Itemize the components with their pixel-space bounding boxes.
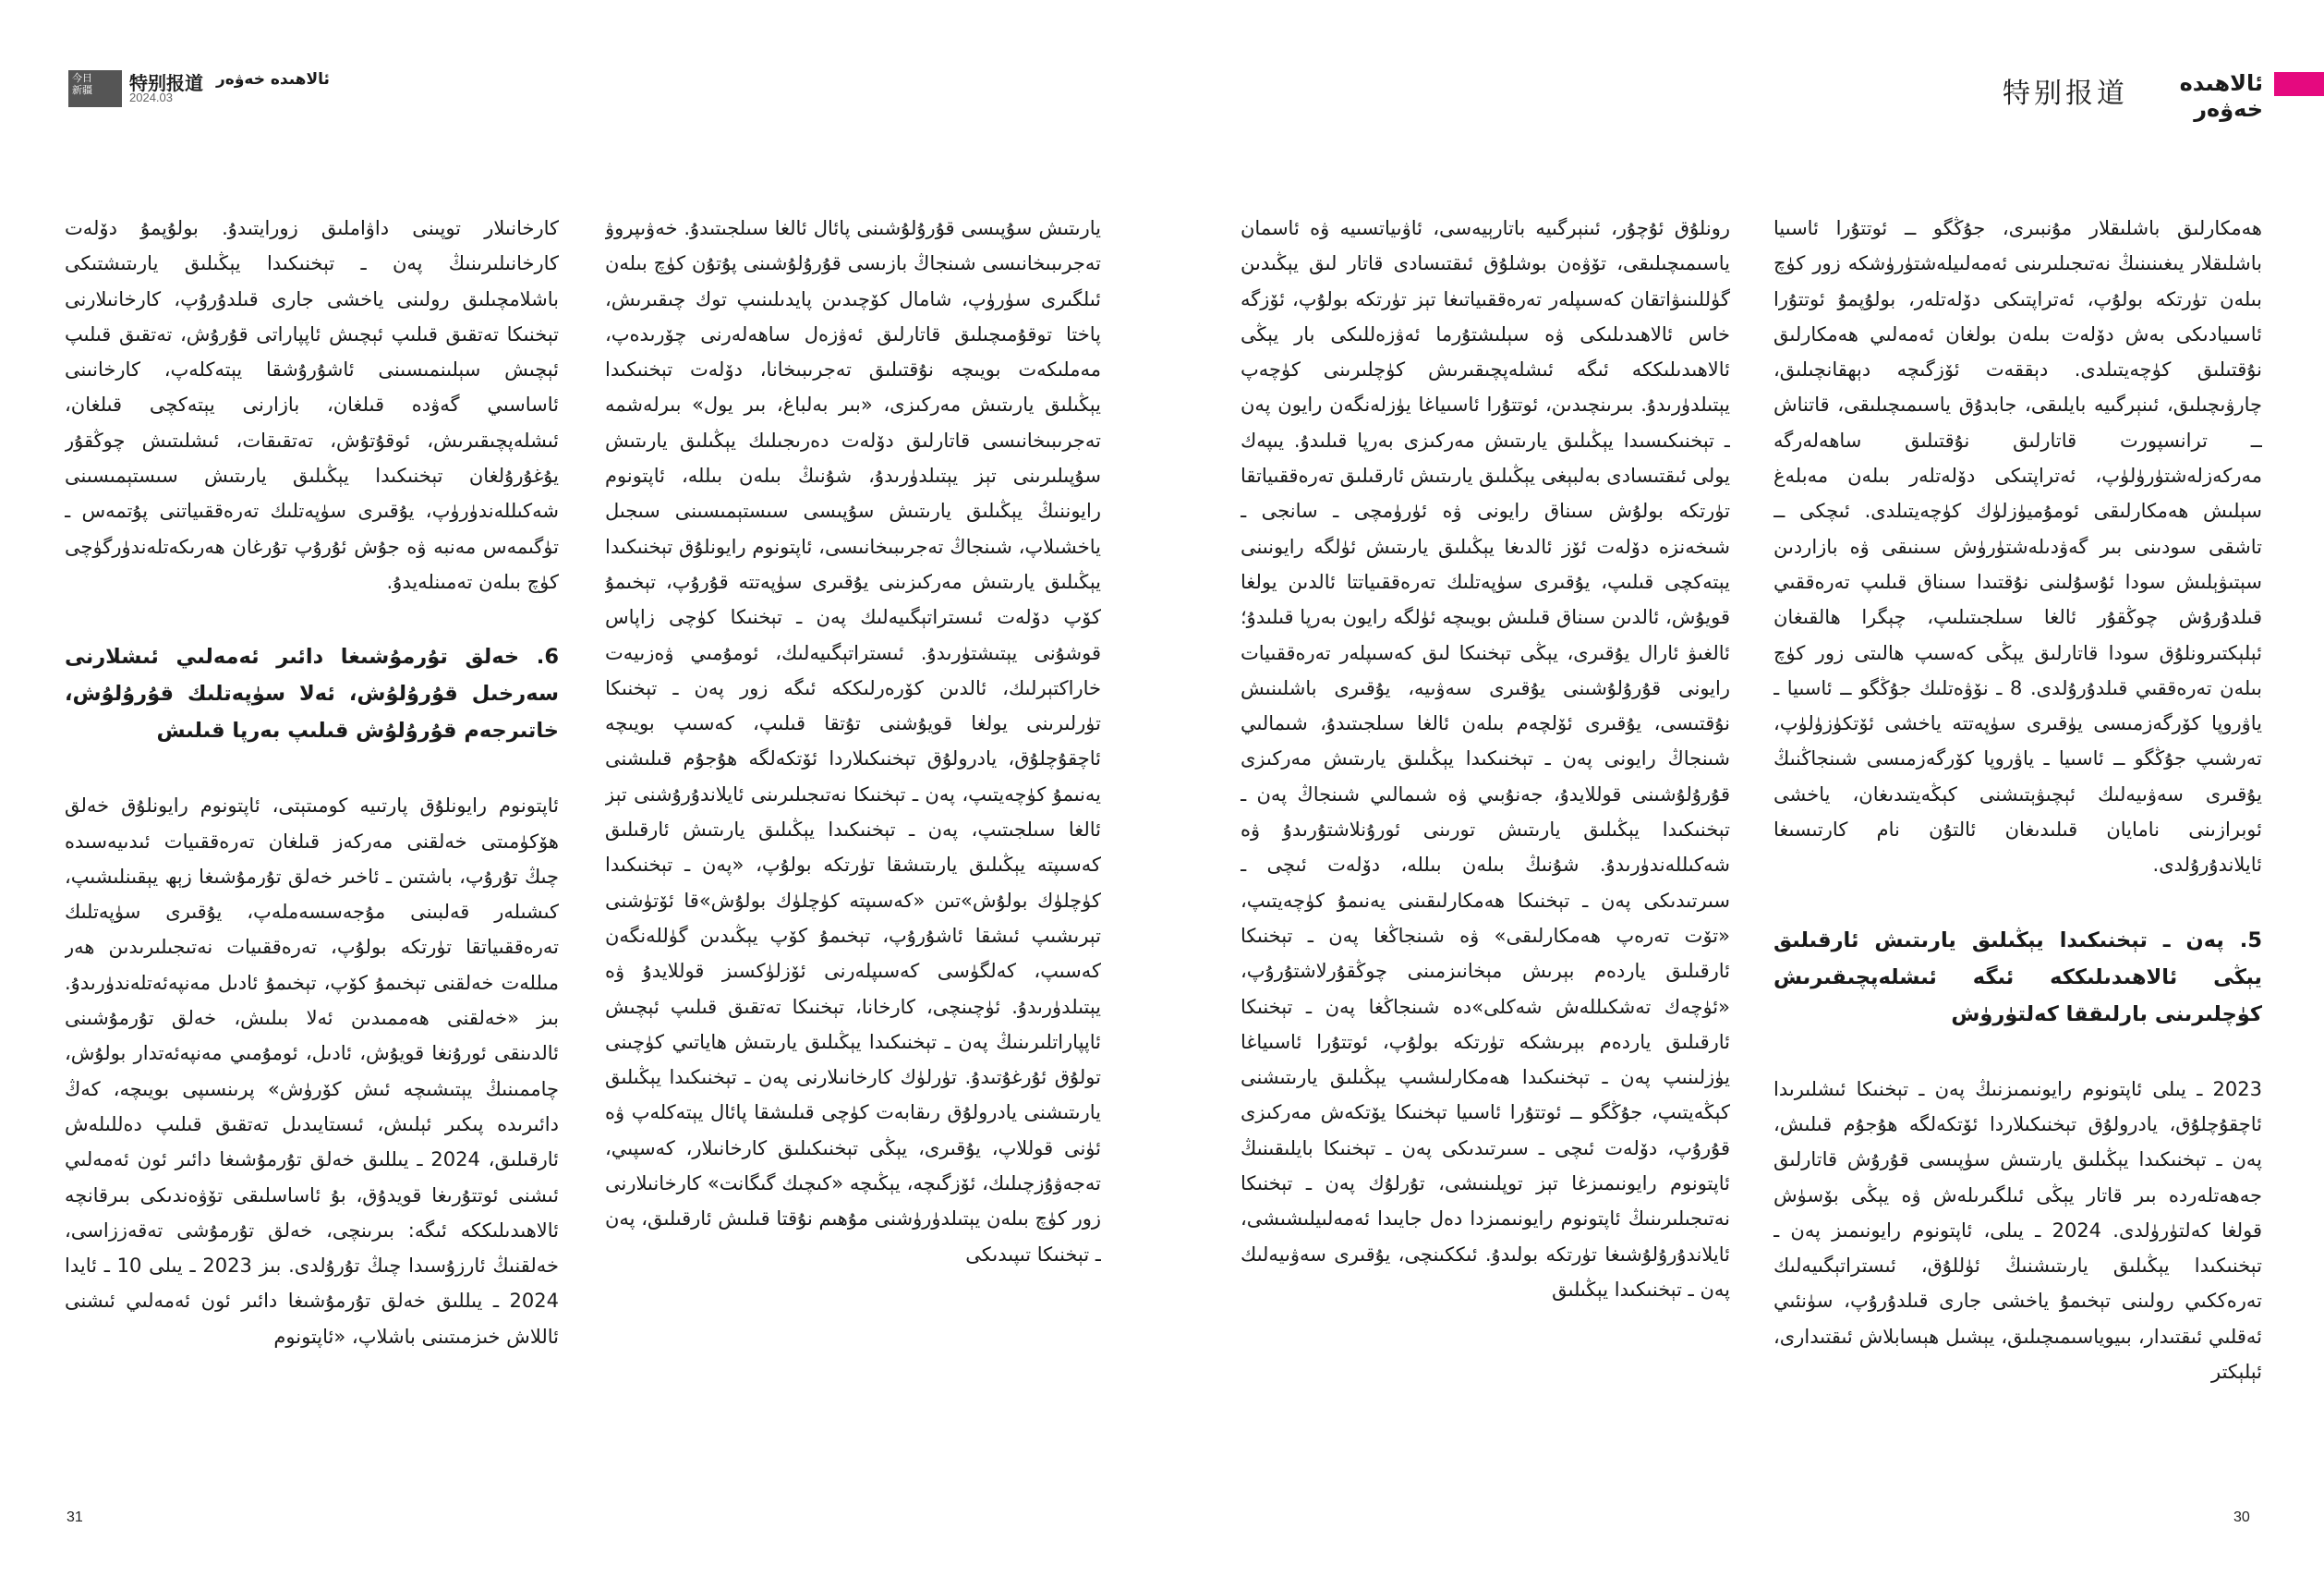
- text-column-3: [1241, 211, 1730, 1504]
- text-column-1: [65, 211, 559, 1504]
- special-report-label-left: 特别报道: [129, 72, 203, 94]
- paragraph: كارخانىلار توپىنى داۋاملىق زورايتىدۇ. بولۇپمۇ دۆلەت كارخانىلىرىنىڭ پەن ـ تېخنىكىدا يېڭىلىق يارىتىشتىكى باشلامچىلىق رولىنى ياخشى جارى قىلدۇرۇپ، كارخانىلارنى تېخنىكا تەتقىق قىلىپ ئېچىش ئاپپاراتى قۇرۇش، تەتقىق قىلىپ ئېچىش سېلىنمىسىنى ئاشۇرۇشقا يېتەكلەپ، كارخانىنى ئاساسىي گەۋدە قىلغان، بازارنى يېتەكچى قىلغان، ئىشلەپچىقىرىش، ئوقۇتۇش، تەتقىقات، ئىشلىتىش چوڭقۇر يۇغۇرۇلغان تېخنىكىدا يېڭىلىق يارىتىش سىستېمىسىنى شەكىللەندۈرۈپ، يۇقىرى سۈپەتلىك تەرەققىياتنى پۇتمەس ـ تۈگىمەس مەنبە ۋە جۇش ئۇرۇپ تۇرغان ھەرىكەتلەندۈرگۈچى كۈچ بىلەن تەمىنلەيدۇ.: [65, 217, 559, 593]
- paragraph: يارىتىش سۇپىسى قۇرۇلۇشىنى پائال ئالغا سىلجىتىدۇ. خەۋىپروۋ تەجرىبىخانىسى شىنجاڭ بازىسى قۇرۇلۇشىنى پۇتۇن كۈچ بىلەن ئىلگىرى سۈرۈپ، شامال كۆچىدىن پايدىلىنىپ توك چىقىرىش، پاختا توقۇمىچىلىق قاتارلىق ئەۋزەل ساھەلەرنى چۆرىدەپ، مەملىكەت بويىچە نۇقتىلىق تەجرىبىخانا، دۆلەت تېخنىكىدا يېڭىلىق يارىتىش مەركىزى، «بىر بەلباغ، بىر يول» بىرلەشمە تەجرىبىخانىسى قاتارلىق دۆلەت دەرىجىلىك يېڭىلىق يارىتىش سۇپىلىرىنى تېز يېتىلدۈرىدۇ، شۇنىڭ بىلەن بىللە، ئاپتونوم رايوننىڭ يېڭىلىق يارىتىش سۇپىسى سىستېمىسىنى سىجىل ياخشىلاپ، شىنجاڭ تەجرىبىخانىسى، ئاپتونوم رايونلۇق تېخنىكىدا يېڭىلىق يارىتىش مەركىزىنى يۇقىرى سۈپەتتە قۇرۇپ، تېخىمۇ كۆپ دۆلەت ئىستراتېگىيەلىك پەن ـ تېخنىكا كۈچى زاپاس قوشۇنى يېتىشتۈرىدۇ. ئىستراتېگىيەلىك، ئومۇمىي ۋەزىيەت خاراكتېرلىك، ئالدىن كۆرەرلىككە ئىگە زور پەن ـ تېخنىكا تۈرلىرىنى يولغا قويۇشنى تۇتقا قىلىپ، كەسىپ بويىچە ئاچقۇچلۇق، يادرولۇق تېخنىكىلاردا ئۆتكەلگە ھۇجۇم قىلىشنى يەنىمۇ كۈچەيتىپ، پەن ـ تېخنىكا نەتىجىلىرىنى ئايلاندۇرۇشنى تېز ئالغا سىلجىتىپ، پەن ـ تېخنىكىدا يېڭىلىق يارىتىش ئارقىلىق كەسىپتە يېڭىلىق يارىتىشقا تۈرتكە بولۇپ، «پەن ـ تېخنىكىدا كۈچلۈك بولۇش»تىن «كەسىپتە كۈچلۈك بولۇش»قا ئۆتۈشنى تېرىشىپ ئىشقا ئاشۇرۇپ، تېخىمۇ كۆپ يېڭىدىن گۈللەنگەن كەسىپ، كەلگۈسى كەسىپلەرنى ئۆزلۈكسىز قوللايدۇ ۋە يېتىلدۈرىدۇ. ئۈچىنچى، كارخانا، تېخنىكا تەتقىق قىلىپ ئېچىش ئاپپاراتلىرىنىڭ پەن ـ تېخنىكىدا يېڭىلىق يارىتىش ھاياتىي كۈچىنى تولۇق ئۇرغۇتىدۇ. تۈرلۈك كارخانىلارنى پەن ـ تېخنىكىدا يېڭىلىق يارىتىشنى يادرولۇق رىقابەت كۈچى قىلىشقا پائال يېتەكلەپ ۋە ئۈنى قوللاپ، يۇقىرى، يېڭى تېخنىكىلىق كارخانىلار، كەسپىي، تەجەۋۇزچىلىك، ئۆزگىچە، يېڭىچە «كىچىك گىگانت» كارخانىلارنى زور كۈچ بىلەن يېتىلدۈرۈشنى مۇھىم نۇقتا قىلىش ئارقىلىق، پەن ـ تېخنىكا تىپىدىكى: [605, 217, 1101, 1266]
- section-heading-5: 5. پەن ـ تېخنىكىدا يېڭىلىق يارىتىش ئارقىلىق يېڭى ئالاھىدىلىككە ئىگە ئىشلەپچىقىرىش كۈچلىرىنى بارلىققا كەلتۈرۈش: [1773, 927, 2262, 1026]
- paragraph: 2023 ـ يىلى ئاپتونوم رايونىمىزنىڭ پەن ـ تېخنىكا ئىشلىرىدا ئاچقۇچلۇق، يادرولۇق تېخنىكىلاردا ئۆتكەلگە ھۇجۇم قىلىش، پەن ـ تېخنىكىدا يېڭىلىق يارىتىش سۈپىسى قۇرۇش قاتارلىق جەھەتلەردە بىر قاتار يېڭى ئىلگىرىلەش ۋە يېڭى بۆسۈش قولغا كەلتۈرۈلدى. 2024 ـ يىلى، ئاپتونوم رايونىمىز پەن ـ تېخنىكىدا يېڭىلىق يارىتىشنىڭ ئۈللۇق، ئىستراتېگىيەلىك تەرەككىي رولىنى تېخىمۇ ياخشى جارى قىلدۇرۇپ، سۈنئىي ئەقلىي ئىقتىدار، بىيوياسىمىچىلىق، يېشىل ھېسابلاش ئىقتىدارى، ئېلېكتر: [1773, 1077, 2262, 1384]
- magazine-logo: 今日 新疆: [68, 70, 122, 107]
- section-heading-6: 6. خەلق تۇرمۇشىغا دائىر ئەمەلىي ئىشلارنى سەرخىل قۇرۇلۇش، ئەلا سۈپەتلىك قۇرۇلۇش، خاتىرجەم قۇرۇلۇش قىلىپ بەرپا قىلىش: [65, 645, 559, 744]
- text-column-4: [1773, 211, 2262, 1504]
- paragraph: ھەمكارلىق باشلىقلار مۇنبىرى، جۇڭگو ــ ئوتتۇرا ئاسىيا باشلىقلار يىغىنىنىڭ نەتىجىلىرىنى ئەمەلىيلەشتۈرۈشكە زور كۈچ بىلەن تۈرتكە بولۇپ، ئەتراپتىكى دۆلەتلەر، بولۇپمۇ ئوتتۇرا ئاسىيادىكى بەش دۆلەت بىلەن بولغان ئەمەلىي ھەمكارلىق نۇقتىلىق كۈچەيتىلدى. دېققەت ئۆزگىچە دېھقانچىلىق، چارۋىچىلىق، ئىنېرگىيە بايلىقى، جابدۇق ياسىمىچىلىقى، قاتناش ــ ترانسپورت قاتارلىق نۇقتىلىق ساھەلەرگە مەركەزلەشتۈرۈلۈپ، ئەتراپتىكى دۆلەتلەر بىلەن مەبلەغ سېلىش ھەمكارلىقى ئومۇميۈزلۈك كۈچەيتىلدى. ئىچكى ــ تاشقى سودىنى بىر گەۋدىلەشتۈرۈش سىنىقى ۋە بازاردىن سېتىۋېلىش سودا ئۇسۇلىنى نۇقتىدا سىناق قىلىپ تەرەققىي قىلدۇرۇش چوڭقۇر ئالغا سىلجىتىلىپ، چېگرا ھالقىغان ئېلېكتىرونلۇق سودا قاتارلىق يېڭى كەسىپ ھالىتى زور كۈچ بىلەن تەرەققىي قىلدۇرۇلدى. 8 ـ نۆۋەتلىك جۇڭگو ــ ئاسىيا ـ ياۋروپا كۆرگەزمىسى يۈقىرى سۈپەتتە ياخشى ئۆتكۈزۈلۈپ، تەرشىپ جۇڭگو ــ ئاسىيا ـ ياۋروپا كۆرگەزمىسى شىنجاڭنىڭ يۇقىرى سەۋىيەلىك ئېچىۋېتىشنى كېڭەيتىدىغان، ياخشى ئوبرازىنى نامايان قىلىدىغان ئالتۇن نام كارتىسىغا ئايلاندۇرۇلدى.: [1773, 217, 2262, 877]
- paragraph: رونلۇق ئۇچۇر، ئىنېرگىيە باتارېيەسى، ئاۋىياتسىيە ۋە ئاسمان ياسىمىچىلىقى، تۆۋەن بوشلۇق ئىقتىسادى قاتار لىق يېڭىدىن گۈللىنىۋاتقان كەسىپلەر تەرەققىياتىغا تېز تۈرتكە بولۇپ، ئۆزگە خاس ئالاھىدىلىكى ۋە سېلىشتۇرما ئەۋزەللىكى بار يېڭى ئالاھىدىلىككە ئىگە ئىشلەپچىقىرىش كۈچلىرىنى كۈچەپ يېتىلدۈرىدۇ. بىرىنچىدىن، ئوتتۇرا ئاسىياغا يۈزلەنگەن رايون پەن ـ تېخنىكىسىدا يېڭىلىق يارىتىش مەركىزى بەرپا قىلىدۇ. يىپەك يولى ئىقتىسادى بەلبېغى يېڭىلىق يارىتىش ئارقىلىق تەرەققىياتقا تۈرتكە بولۇش سىناق رايونى ۋە ئۈرۈمچى ـ سانجى ـ شىخەنزە دۆلەت ئۆز ئالدىغا يېڭىلىق يارىتىش ئۈلگە رايونىنى يېتەكچى قىلىپ، يۇقىرى سۈپەتلىك تەرەققىياتتا ئالدىن يولغا قويۇش، ئالدىن سىناق قىلىش بويىچە ئۈلگە رايون بەرپا قىلىدۇ؛ ئالغىۋ ئارال يۇقىرى، يېڭى تېخنىكا لىق كەسىپلەر تەرەققىيات رايونى قۇرۇلۇشىنى يۇقىرى سەۋىيە، يۇقىرى باشلىنىش نۇقتىسى، يۇقىرى ئۆلچەم بىلەن ئالغا سىلجىتىدۇ، شىمالىي شىنجاڭ رايونى پەن ـ تېخنىكىدا يېڭىلىق يارىتىش مەركىزى قۇرۇلۇشىنى قوللايدۇ، جەنۇبىي ۋە شىمالىي شىنجاڭ پەن ـ تېخنىكىدا يېڭىلىق يارىتىش تورىنى ئورۇنلاشتۇرىدۇ ۋە شەكىللەندۈرىدۇ. شۇنىڭ بىلەن بىللە، دۆلەت ئىچى ـ سىرتىدىكى پەن ـ تېخنىكا ھەمكارلىقىنى يەنىمۇ كۈچەيتىپ، «تۆت تەرەپ ھەمكارلىقى» ۋە شىنجاڭغا پەن ـ تېخنىكا ئارقىلىق ياردەم بېرىش مېخانىزمىنى چوڭقۇرلاشتۇرۇپ، «ئۈچەك تەشكىللەش شەكلى»دە شىنجاڭغا پەن ـ تېخنىكا ئارقىلىق ياردەم بېرىشكە تۈرتكە بولۇپ، ئوتتۇرا ئاسىياغا يۈزلىنىپ پەن ـ تېخنىكىدا ھەمكارلىشىپ يېڭىلىق يارىتىشنى كېڭەيتىپ، جۇڭگو ــ ئوتتۇرا ئاسىيا تېخنىكا يۆتكەش مەركىزى قۇرۇپ، دۆلەت ئىچى ـ سىرتىدىكى پەن ـ تېخنىكا بايلىقىنىڭ ئاپتونوم رايونىمىزغا تېز توپلىنىشى، تۇرلۇك پەن ـ تېخنىكا نەتىجىلىرىنىڭ ئاپتونوم رايونىمىزدا دەل جايىدا ئەمەلىيلىشىشى، ئايلاندۇرۇلۇشىغا تۈرتكە بولىدۇ. ئىككىنچى، يۇقىرى سەۋىيەلىك پەن ـ تېخنىكىدا يېڭىلىق: [1241, 217, 1730, 1301]
- section-color-bar: [2274, 72, 2324, 96]
- column-name-right: ئالاھىدە خەۋەر: [2179, 70, 2263, 122]
- issue-date: 2024.03: [129, 91, 173, 104]
- paragraph: ئاپتونوم رايونلۇق پارتىيە كومىتېتى، ئاپتونوم رايونلۇق خەلق ھۆكۈمىتى خەلقنى مەركەز قىلغان تەرەققىيات ئىدىيەسىدە چىڭ تۇرۇپ، باشتىن ـ ئاخىر خەلق تۇرمۇشىغا زېھ يېقىنلىشىپ، كىشىلەر قەلبىنى مۇجەسسەملەپ، يۇقىرى سۈپەتلىك تەرەققىياتقا تۈرتكە بولۇپ، تەرەققىيات نەتىجىلىرىدىن ھەر مىللەت خەلقنى تېخىمۇ كۆپ، تېخىمۇ ئادىل مەنپەئەتلەندۈرىدۇ. بىز «خەلقنى ھەممىدىن ئەلا بىلىش، خەلق تۇرمۇشىنى ئالدىنقى ئورۇنغا قويۇش، ئادىل، ئومۇمىي مەنپەئەتدار بولۇش، چاممىنىڭ يېتىشىچە ئىش كۆرۈش» پرىنسىپى بويىچە، كەڭ دائىرىدە پىكىر ئېلىش، ئىستايىدىل تەتقىق قىلىپ دەللىلەش ئارقىلىق، 2024 ـ يىللىق خەلق تۇرمۇشىغا دائىر ئون ئەمەلىي ئىشنى ئوتتۇرىغا قويدۇق، بۇ ئاساسلىقى تۆۋەندىكى بىرقانچە ئالاھىدىلىككە ئىگە: بىرىنچى، خەلق تۇرمۇشى تەقەززاسى، خەلقنىڭ ئارزۇسىدا چىڭ تۇرۇلدى. بىز 2023 ـ يىلى 10 ـ ئايدا 2024 ـ يىللىق خەلق تۇرمۇشىغا دائىر ئون ئەمەلىي ئىشنى ئاللاش خىزمىتىنى باشلاپ، «ئاپتونوم: [65, 794, 559, 1348]
- special-report-label-right: 特别报道: [2003, 78, 2128, 110]
- text-column-2: [605, 211, 1101, 1504]
- page-number-right: 30: [2233, 1509, 2250, 1525]
- page-number-left: 31: [67, 1509, 83, 1525]
- column-name-left: ئالاھىدە خەۋەر: [216, 70, 330, 89]
